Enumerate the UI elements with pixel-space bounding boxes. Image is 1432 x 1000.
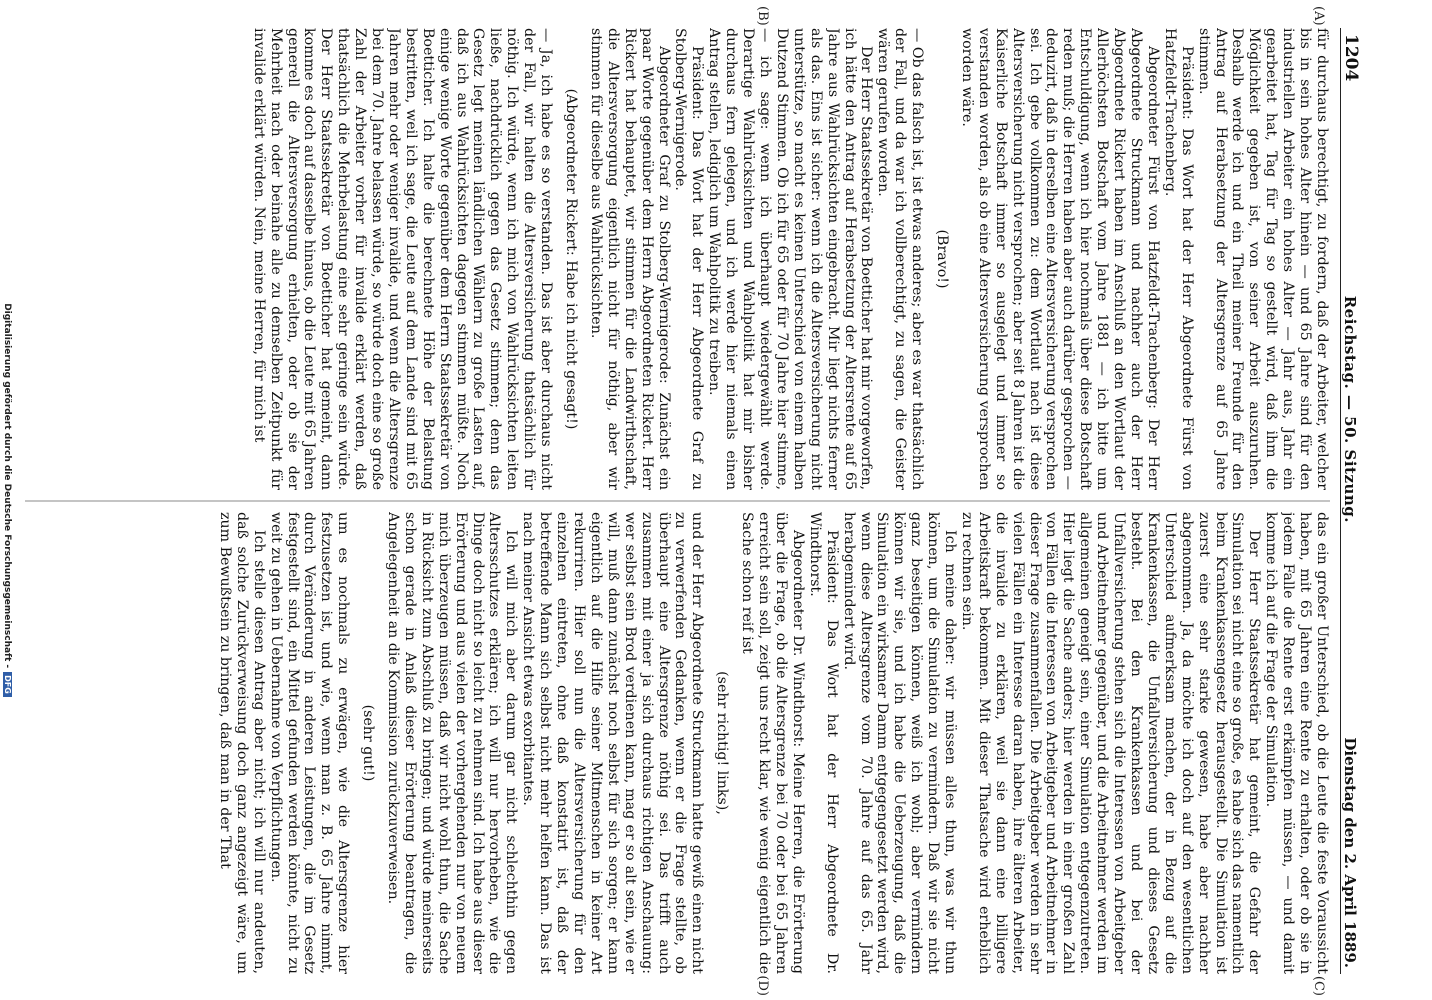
- dfg-logo: DFG: [3, 672, 12, 697]
- president-remark: Präsident: Das Wort hat der Herr Abgeordnete Dr. Windthorst.: [806, 512, 840, 974]
- paragraph: Ich stelle diesen Antrag aber nicht; ich will nur andeuten, daß solche Zurückverweisung doch ganz angezeigt wäre, um zum Bewußtsein zu bringen, daß man in der That: [216, 512, 267, 974]
- interjection: (sehr richtig! links),: [714, 671, 731, 815]
- paragraph: für durchaus berechtigt, zu fordern, daß der Arbeiter, welcher bis in sein hohes Alter hinein — und 65 Jahre sind für den industriellen Arbeiter ein hohes Alter — Jahr aus, Jahr ein gearbeitet hat, Tag für Tag so gestellt wird, daß ihm die Möglichkeit gegeben ist, von seiner Arbeit auszuruhen. Deshalb werde ich und ein Theil meiner Freunde für den Antrag auf Herabsetzung der Altersgrenze auf 65 Jahre stimmen.: [1195, 28, 1330, 490]
- column-divider: [25, 501, 1330, 502]
- session-title: Reichstag. — 50. Sitzung.: [1341, 295, 1359, 523]
- speech-windthorst: Abgeordneter Dr. Windthorst: Meine Herren, die Erörterung über die Frage, ob die Altersgrenze bei 70 oder bei 65 Jahren erreicht sein soll, zeigt uns recht klar, wie wenig eigentlich die Sache schon reif ist: [739, 512, 806, 974]
- paragraph: und der Herr Abgeordnete Struckmann hatte gewiß einen nicht zu verwerfenden Gedanken, wenn er die Frage stellte, ob überhaupt eine Altersgrenze nöthig sei. Das trifft auch zusammen mit einer ja sich durchaus richtigen Anschauung: wer selbst sein Brod verdienen kann, mag er so alt sein, wie er will, muß dann zunächst noch selbst für sich sorgen; er kann eigentlich auf die Hilfe seiner Mitmenschen in keiner Art rekurriren. Hier soll nun die Altersversicherung für den einzelnen eintreten, ohne daß konstatirt ist, daß der betreffende Mann sich selbst nicht mehr helfen kann. Das ist nach meiner Ansicht etwas exorbitantes.: [520, 512, 706, 974]
- interjection: (Abgeordneter Rickert: Habe ich nicht gesagt!): [563, 88, 580, 430]
- paragraph: Ich meine daher: wir müssen alles thun, was wir thun können, um die Simulation zu vermindern. Daß wir sie nicht ganz beseitigen können, weiß ich wohl; aber vermindern können wir sie, und ich habe die Ueberzeugung, daß die Simulation ein wirksamer Damm entgegengesetzt werden wird, wenn diese Altersgrenze vom 70. Jahre auf das 65. Jahr herabgemindert wird.: [840, 512, 959, 974]
- margin-marker-d: (D): [755, 975, 770, 996]
- right-column: [25, 512, 1330, 974]
- interjection: (Bravo!): [934, 229, 951, 289]
- president-remark: Präsident: Das Wort hat der Herr Abgeordnete Graf zu Stolberg-Wernigerode.: [672, 28, 706, 490]
- paragraph: das ein großer Unterschied, ob die Leute die feste Voraussicht haben, mit 65 Jahren eine Rente zu erhalten, oder ob sie in jedem Falle die Rente erst erkämpfen müssen, — und damit komme ich auf die Frage der Simulation.: [1263, 512, 1330, 974]
- paragraph: Der Herr Staatssekretär hat gemeint, die Gefahr der Simulation sei nicht eine so große, es habe sich das namentlich beim Krankenkassengesetz herausgestellt. Die Simulation ist zuerst eine sehr starke gewesen, habe aber nachher abgenommen. Ja, da möchte ich doch auf den wesentlichen Unterschied aufmerksam machen, der in Bezug auf die Krankenkassen, die Unfallversicherung und dieses Gesetz besteht. Bei den Krankenkassen und bei der Unfallversicherung stehen sich die Interessen von Arbeitgeber und Arbeitnehmer gegenüber, und die Arbeitnehmer werden im allgemeinen geneigt sein, einer Simulation entgegenzutreten. Hier liegt die Sache anders; hier werden in einer großen Zahl von Fällen die Interessen von Arbeitgeber und Arbeitnehmer in dieser Frage zusammenfallen. Die Arbeitgeber werden in sehr vielen Fällen ein Interesse daran haben, ihre älteren Arbeiter, die invalide zu erklären, weil sie dann eine billigere Arbeitskraft bekommen. Mit dieser Thatsache wird erheblich zu rechnen sein.: [958, 512, 1263, 974]
- margin-marker-c: (C): [1311, 975, 1326, 996]
- paragraph: — Ob das falsch ist, ist etwas anderes; aber es war thatsächlich der Fall, und da war ich vollberechtigt, zu sagen, die Geister wären gerufen worden.: [875, 28, 926, 490]
- page-number: 1204: [1341, 34, 1361, 82]
- session-date: Dienstag den 2. April 1889.: [1341, 737, 1359, 968]
- interjection: (sehr gut!): [360, 704, 377, 782]
- president-remark: Präsident: Das Wort hat der Herr Abgeordnete Fürst von Hatzfeldt-Trachenberg.: [1161, 28, 1195, 490]
- speech-stolberg: Abgeordneter Graf zu Stolberg-Wernigerode: Zunächst ein paar Worte gegenüber dem Herrn Abgeordneten Rickert. Herr Rickert hat behauptet, wir stimmen für die Landwirthschaft, die Altersversorgung eigentlich nicht für nöthig, aber wir stimmen für dieselbe aus Wahlrücksichten.: [587, 28, 672, 490]
- paragraph: um es nochmals zu erwägen, wie die Altersgrenze hier festzusetzen ist, und wie, wenn man z. B. 65 Jahre nimmt, durch Veränderung in anderen Leistungen, die im Gesetz festgestellt sind, ein Mittel gefunden werden könnte, nicht zu weit zu gehen in Uebernahme von Verpflichtungen.: [267, 512, 352, 974]
- margin-marker-a: (A): [1311, 6, 1326, 26]
- paragraph: — Ja, ich habe es so verstanden. Das ist aber durchaus nicht der Fall, wir halten die Altersversicherung thatsächlich für nöthig. Ich würde, wenn ich mich von Wahlrücksichten leiten ließe, nachdrücklich gegen das Gesetz stimmen; denn das Gesetz legt meinen ländlichen Wählern zu große Lasten auf, daß ich aus Wahlrücksichten dagegen stimmen müßte. Noch einige wenige Worte gegenüber dem Herrn Staatssekretär von Boetticher. Ich halte die berechnete Höhe der Belastung bestritten, weil ich sage, die Leute auf dem Lande sind mit 65 Jahren mehr oder weniger invalide, und wenn die Altersgrenze bei dem 70. Jahre belassen würde, so würde doch eine so große Zahl der Arbeiter vorher für invalide erklärt werden, daß thatsächlich die Mehrbelastung eine sehr geringe sein würde. Der Herr Staatssekretär von Boetticher hat gemeint, dann komme es doch auf dasselbe hinaus, ob die Leute mit 65 Jahren generell die Altersversorgung erhielten, oder ob sie der Mehrheit nach oder beinahe alle zu demselben Zeitpunkt für invalide erklärt würden. Nein, meine Herren, für mich ist: [250, 28, 555, 490]
- text-columns: [25, 6, 1330, 996]
- digitization-credit: [2, 0, 12, 1000]
- page-header: [1340, 28, 1371, 974]
- speech-hatzfeldt: Abgeordneter Fürst von Hatzfeldt-Trachenberg: Der Herr Abgeordnete Struckmann und nachher auch der Herr Abgeordnete Rickert haben im Anschluß an den Wortlaut der Allerhöchsten Botschaft vom Jahre 1881 — ich bitte um Entschuldigung, wenn ich hier nochmals über diese Botschaft reden muß; die Herren haben aber auch darüber gesprochen — deduzirt, daß in derselben eine Altersversicherung versprochen sei. Ich gebe vollkommen zu: dem Wortlaut nach ist diese Altersversicherung nicht versprochen; aber seit 8 Jahren ist die Kaiserliche Botschaft immer so ausgelegt und immer so verstanden worden, als ob eine Altersversicherung versprochen worden wäre.: [958, 28, 1161, 490]
- margin-marker-b: (B): [755, 6, 770, 26]
- credit-text: Digitalisierung gefördert durch die Deutsche Forschungsgemeinschaft -: [2, 303, 12, 669]
- left-column: [25, 28, 1330, 490]
- paragraph: Ich will mich aber darum gar nicht schlechthin gegen Altersschutzes erklären; ich will nur hervorheben, wie die Dinge doch nicht so leicht zu nehmen sind. Ich habe aus dieser Erörterung und aus vielen der vorhergehenden nur von neuem mich überzeugen müssen, daß wir nicht wohl thun, die Sache in Rücksicht zum Abschluß zu bringen; und würde meinerseits schon gerade in Anlaß dieser Erörterung beantragen, die Angelegenheit an die Kommission zurückzuverweisen.: [385, 512, 520, 974]
- paragraph: Der Herr Staatssekretär von Boetticher hat mir vorgeworfen, ich hätte den Antrag auf Herabsetzung der Altersrente auf 65 Jahre aus Wahlrücksichten eingebracht. Mir liegt nichts ferner als das. Eins ist sicher: wenn ich die Altersversicherung nicht unterstütze, so macht es keinen Unterschied von einem halben Dutzend Stimmen. Ob ich für 65 oder für 70 Jahre hier stimme, — ich sage: wenn ich überhaupt wiedergewählt werde. Derartige Wahlrücksichten und Wahlpolitik hat mir bisher durchaus fern gelegen, und ich werde hier niemals einen Antrag stellen, lediglich um Wahlpolitik zu treiben.: [706, 28, 875, 490]
